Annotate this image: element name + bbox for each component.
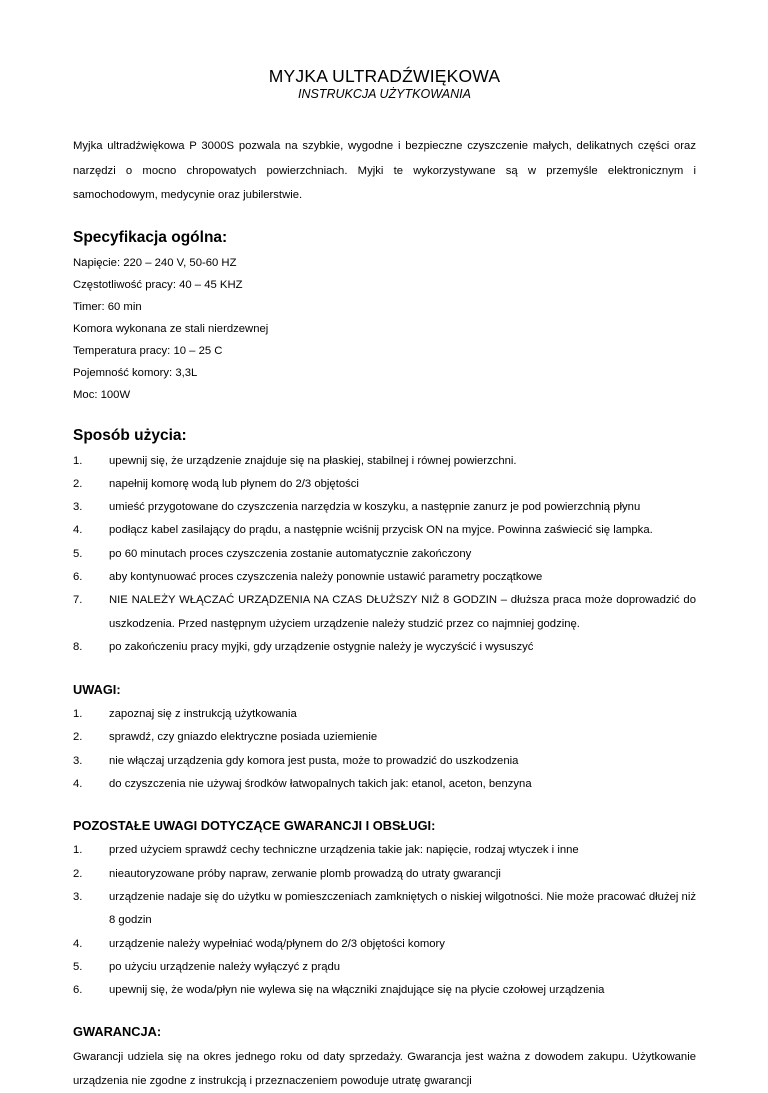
- list-item-text: umieść przygotowane do czyszczenia narzędzia w koszyku, a następnie zanurz je pod powierzchnią płynu: [109, 501, 641, 514]
- list-item-text: po zakończeniu pracy myjki, gdy urządzenie ostygnie należy je wyczyścić i wysuszyć: [109, 640, 534, 653]
- list-item-text: do czyszczenia nie używaj środków łatwopalnych takich jak: etanol, aceton, benzyna: [109, 778, 532, 791]
- list-item-text: urządzenie należy wypełniać wodą/płynem do 2/3 objętości komory: [109, 937, 445, 950]
- list-item-number: 6.: [73, 570, 83, 583]
- list-item-number: 1.: [73, 708, 83, 721]
- list-item-number: 3.: [73, 501, 83, 514]
- list-item-number: 6.: [73, 984, 83, 997]
- list-item: [73, 726, 696, 749]
- warranty-heading: GWARANCJA:: [73, 1024, 162, 1040]
- other-notes-heading: POZOSTAŁE UWAGI DOTYCZĄCE GWARANCJI I OBSŁUGI:: [73, 818, 436, 834]
- list-item-number: 8.: [73, 640, 83, 653]
- warranty-paragraph: Gwarancji udziela się na okres jednego roku od daty sprzedaży. Gwarancja jest ważna z dowodem zakupu. Użytkowanie urządzenia nie zgodne z instrukcją i przeznaczeniem powoduje utratę gwarancji: [73, 1051, 696, 1088]
- list-item-number: 3.: [73, 890, 83, 903]
- list-item-text: po użyciu urządzenie należy wyłączyć z prądu: [109, 960, 341, 973]
- spec-item: Pojemność komory: 3,3L: [73, 366, 198, 379]
- warnings-list: [73, 703, 696, 796]
- other-notes-list: [73, 839, 696, 1002]
- list-item-text: upewnij się, że woda/płyn nie wylewa się na włączniki znajdujące się na płycie czołowej urządzenia: [109, 984, 605, 997]
- list-item-number: 2.: [73, 477, 83, 490]
- spec-item: Częstotliwość pracy: 40 – 45 KHZ: [73, 278, 243, 291]
- list-item: [73, 519, 696, 542]
- list-item-text: urządzenie nadaje się do użytku w pomieszczeniach zamkniętych o niskiej wilgotności. Nie może pracować dłużej niż 8 godzin: [109, 890, 696, 927]
- list-item-number: 5.: [73, 547, 83, 560]
- spec-item: Moc: 100W: [73, 388, 131, 401]
- list-item: [73, 773, 696, 796]
- spec-item: Timer: 60 min: [73, 300, 142, 313]
- list-item: [73, 979, 696, 1002]
- list-item-text: napełnij komorę wodą lub płynem do 2/3 objętości: [109, 477, 359, 490]
- list-item-number: 5.: [73, 960, 83, 973]
- warnings-section: [73, 680, 696, 796]
- specs-heading: Specyfikacja ogólna:: [73, 228, 228, 246]
- list-item-text: upewnij się, że urządzenie znajduje się na płaskiej, stabilnej i równej powierzchni.: [109, 454, 517, 467]
- list-item-text: po 60 minutach proces czyszczenia zostanie automatycznie zakończony: [109, 547, 472, 560]
- other-notes-section: [73, 816, 696, 1002]
- list-item: [73, 956, 696, 979]
- list-item-number: 4.: [73, 937, 83, 950]
- list-item: [73, 496, 696, 519]
- list-item-number: 1.: [73, 844, 83, 857]
- specs-section: [73, 226, 696, 406]
- list-item-text: podłącz kabel zasilający do prądu, a następnie wciśnij przycisk ON na myjce. Powinna zaświecić się lampka.: [109, 524, 653, 537]
- list-item-text: nieautoryzowane próby napraw, zerwanie plomb prowadzą do utraty gwarancji: [109, 867, 501, 880]
- list-item-number: 7.: [73, 594, 83, 607]
- list-item-number: 1.: [73, 454, 83, 467]
- usage-heading: Sposób użycia:: [73, 426, 187, 444]
- list-item-number: 2.: [73, 867, 83, 880]
- list-item-text: nie włączaj urządzenia gdy komora jest pusta, może to prowadzić do uszkodzenia: [109, 754, 519, 767]
- list-item: [73, 839, 696, 862]
- spec-item: Komora wykonana ze stali nierdzewnej: [73, 322, 269, 335]
- list-item-number: 3.: [73, 754, 83, 767]
- list-item: [73, 933, 696, 956]
- usage-list: [73, 450, 696, 660]
- list-item: [73, 450, 696, 473]
- specs-list: [73, 252, 696, 406]
- warranty-section: [73, 1022, 696, 1093]
- list-item-number: 4.: [73, 778, 83, 791]
- list-item: [73, 886, 696, 933]
- document-title: MYJKA ULTRADŹWIĘKOWA: [268, 66, 501, 86]
- warnings-heading: UWAGI:: [73, 682, 121, 698]
- list-item: [73, 566, 696, 589]
- list-item: [73, 703, 696, 726]
- list-item-text: sprawdź, czy gniazdo elektryczne posiada uziemienie: [109, 731, 378, 744]
- list-item: [73, 750, 696, 773]
- list-item-text: aby kontynuować proces czyszczenia należy ponownie ustawić parametry początkowe: [109, 570, 543, 583]
- spec-item: Temperatura pracy: 10 – 25 C: [73, 344, 223, 357]
- list-item: [73, 589, 696, 636]
- list-item: [73, 473, 696, 496]
- list-item-text: zapoznaj się z instrukcją użytkowania: [109, 708, 297, 721]
- intro-paragraph: Myjka ultradźwiękowa P 3000S pozwala na szybkie, wygodne i bezpieczne czyszczenie małych, delikatnych części oraz narzędzi o mocno chropowatych powierzchniach. Myjki te wykorzystywane są w przemyśle elektronicznym i samochodowym, medycynie oraz jubilerstwie.: [73, 140, 696, 201]
- list-item-number: 4.: [73, 524, 83, 537]
- usage-section: [73, 424, 696, 660]
- list-item: [73, 543, 696, 566]
- list-item: [73, 636, 696, 659]
- list-item-number: 2.: [73, 731, 83, 744]
- spec-item: Napięcie: 220 – 240 V, 50-60 HZ: [73, 256, 237, 269]
- list-item: [73, 863, 696, 886]
- document-subtitle: INSTRUKCJA UŻYTKOWANIA: [298, 87, 471, 101]
- list-item-text: NIE NALEŻY WŁĄCZAĆ URZĄDZENIA NA CZAS DŁUŻSZY NIŻ 8 GODZIN – dłuższa praca może doprowadzić do uszkodzenia. Przed następnym użyciem urządzenie należy studzić przez co najmniej godzinę.: [109, 594, 696, 630]
- list-item-text: przed użyciem sprawdź cechy techniczne urządzenia takie jak: napięcie, rodzaj wtyczek i inne: [109, 844, 579, 857]
